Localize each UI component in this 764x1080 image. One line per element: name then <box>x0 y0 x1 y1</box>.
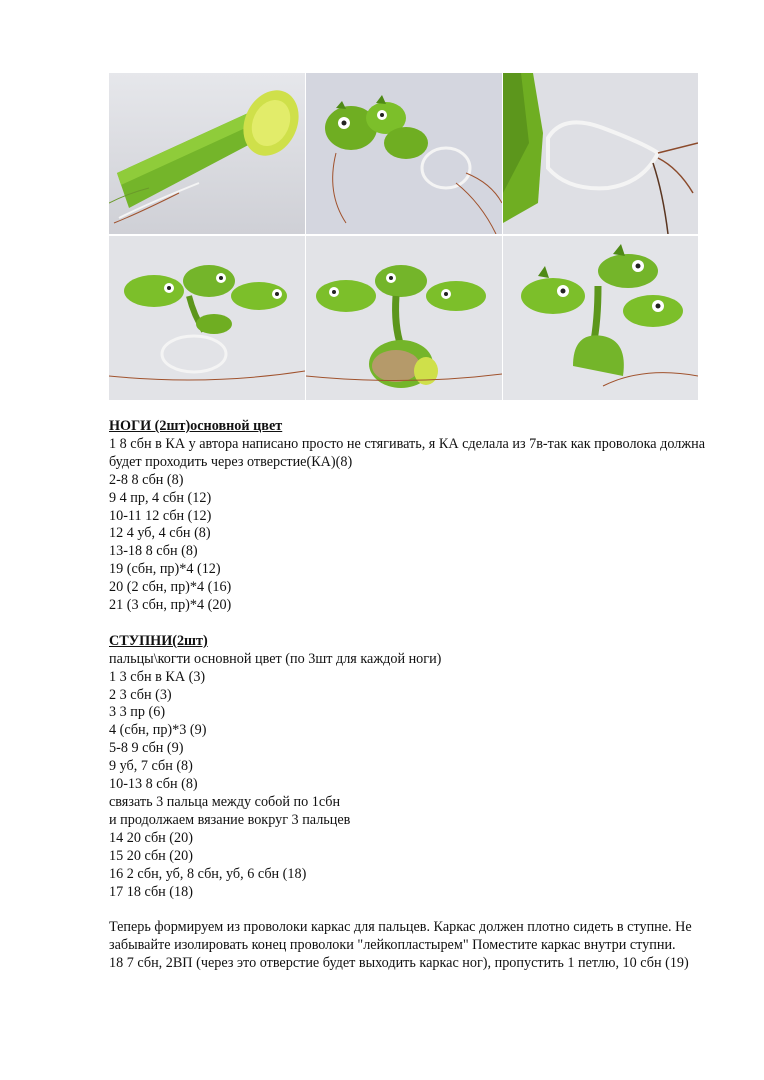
instruction-line: 9 4 пр, 4 сбн (12) <box>109 489 212 506</box>
pattern-text <box>109 418 709 973</box>
photo-grid <box>109 73 698 400</box>
instruction-line: 20 (2 сбн, пр)*4 (16) <box>109 579 232 596</box>
instruction-line: 17 18 сбн (18) <box>109 883 193 900</box>
photo-heads-finished <box>503 236 698 400</box>
instruction-line: и продолжаем вязание вокруг 3 пальцев <box>109 811 351 828</box>
instruction-line: пальцы\когти основной цвет (по 3шт для каждой ноги) <box>109 650 442 667</box>
instruction-line: 9 уб, 7 сбн (8) <box>109 758 193 775</box>
instruction-line: 18 7 сбн, 2ВП (через это отверстие будет выходить каркас ног), пропустить 1 петлю, 10 сбн (19) <box>109 955 689 972</box>
instruction-line: 2 3 сбн (3) <box>109 686 172 703</box>
photo-heads-sole <box>306 236 502 400</box>
instruction-line: 12 4 уб, 4 сбн (8) <box>109 525 211 542</box>
instruction-line: 2-8 8 сбн (8) <box>109 471 184 488</box>
instruction-line: 3 3 пр (6) <box>109 704 166 721</box>
instruction-line: 1 3 сбн в КА (3) <box>109 668 206 685</box>
instruction-line: связать 3 пальца между собой по 1сбн <box>109 794 341 811</box>
photo-heads-wire <box>306 73 502 234</box>
instruction-line: 10-13 8 сбн (8) <box>109 776 198 793</box>
photo-leg-tube <box>109 73 305 234</box>
instruction-line: 21 (3 сбн, пр)*4 (20) <box>109 597 232 614</box>
instruction-line: 4 (сбн, пр)*3 (9) <box>109 722 207 739</box>
instruction-line: 16 2 сбн, уб, 8 сбн, уб, 6 сбн (18) <box>109 865 307 882</box>
instruction-paragraph: Теперь формируем из проволоки каркас для пальцев. Каркас должен плотно сидеть в ступне. Не забывайте изолировать конец проволоки "лейкопластырем" Поместите каркас внутри ступни. <box>109 919 692 954</box>
instruction-line: 13-18 8 сбн (8) <box>109 543 198 560</box>
instruction-line: 5-8 9 сбн (9) <box>109 740 184 757</box>
instruction-line: 14 20 сбн (20) <box>109 829 193 846</box>
instruction-line: 19 (сбн, пр)*4 (12) <box>109 561 221 578</box>
instruction-line: 10-11 12 сбн (12) <box>109 507 212 524</box>
section-heading-legs: НОГИ (2шт)основной цвет <box>109 418 283 434</box>
instruction-line: 15 20 сбн (20) <box>109 847 193 864</box>
section-heading-feet: СТУПНИ(2шт) <box>109 632 208 649</box>
photo-wire-frame <box>503 73 698 234</box>
instruction-line: 1 8 сбн в КА у автора написано просто не стягивать, я КА сделала из 7в-так как проволока должна будет проходить через отверстие(КА)(8) <box>109 435 706 470</box>
photo-three-heads <box>109 236 305 400</box>
